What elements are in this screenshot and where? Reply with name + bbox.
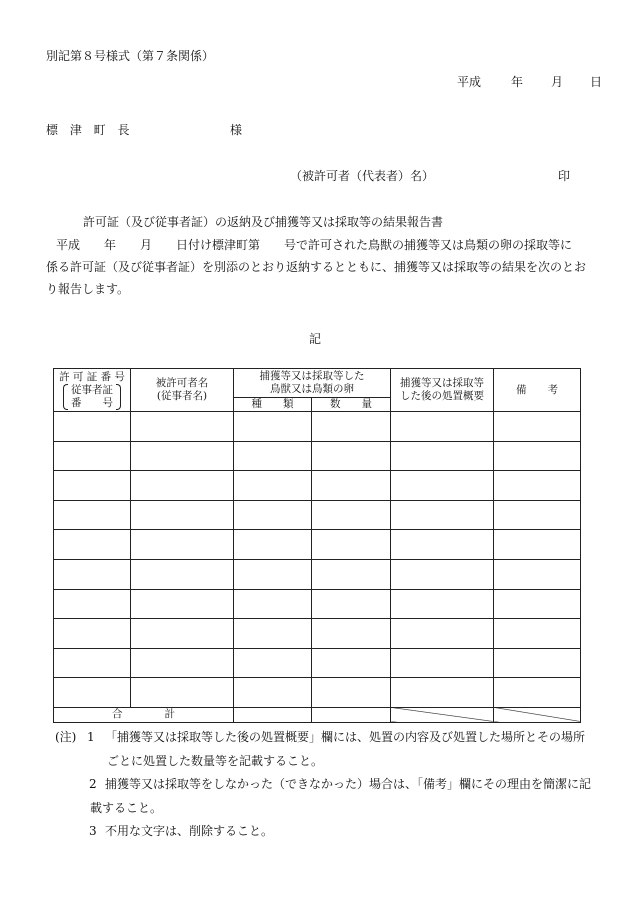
note-text: 載すること。: [90, 800, 163, 815]
permit-holder-cell[interactable]: [131, 441, 234, 471]
body-line: 平成 年 月 日付け標津町第 号で許可された鳥獣の捕獲等又は鳥類の卵の採取等に: [56, 238, 573, 252]
permit-number-cell[interactable]: [54, 530, 131, 560]
species-cell[interactable]: [234, 559, 312, 589]
remarks-cell[interactable]: [494, 619, 581, 649]
date-year: 年: [511, 75, 524, 89]
species-cell[interactable]: [234, 500, 312, 530]
permit-number-cell[interactable]: [54, 412, 131, 442]
remarks-cell[interactable]: [494, 500, 581, 530]
permit-number-cell[interactable]: [54, 471, 131, 501]
remarks-cell[interactable]: [494, 559, 581, 589]
permit-holder-cell[interactable]: [131, 500, 234, 530]
permit-holder-cell[interactable]: [131, 471, 234, 501]
disposal-cell[interactable]: [391, 678, 494, 708]
species-cell[interactable]: [234, 589, 312, 619]
disposal-cell[interactable]: [391, 589, 494, 619]
table-body: [54, 412, 581, 708]
date-day: 日: [590, 75, 603, 89]
table-row: [54, 678, 581, 708]
remarks-cell[interactable]: [494, 412, 581, 442]
note-number: 1: [87, 730, 95, 744]
permit-holder-cell[interactable]: [131, 589, 234, 619]
remarks-cell[interactable]: [494, 471, 581, 501]
header-permit-number-line1: 許 可 証 番 号: [59, 370, 125, 383]
permit-holder-cell[interactable]: [131, 678, 234, 708]
header-remarks: 備 考: [494, 369, 581, 412]
remarks-cell[interactable]: [494, 441, 581, 471]
addressee-honorific: 様: [230, 123, 243, 137]
ki-label: 記: [309, 332, 322, 346]
permit-number-cell[interactable]: [54, 441, 131, 471]
header-permit-number-line3: 番 号: [71, 396, 113, 409]
permit-number-cell[interactable]: [54, 678, 131, 708]
table-header-row: [54, 369, 581, 398]
permit-holder-cell[interactable]: [131, 530, 234, 560]
disposal-cell[interactable]: [391, 559, 494, 589]
permit-holder-cell[interactable]: [131, 648, 234, 678]
table-row: [54, 559, 581, 589]
header-quantity: 数 量: [312, 398, 391, 412]
body-text: [46, 234, 594, 300]
total-label: 合 計: [54, 707, 234, 722]
total-species-cell[interactable]: [234, 707, 312, 722]
total-remarks-cell: [494, 707, 581, 722]
header-disposal-line1: 捕獲等又は採取等: [400, 377, 484, 389]
permit-number-cell[interactable]: [54, 589, 131, 619]
species-cell[interactable]: [234, 471, 312, 501]
quantity-cell[interactable]: [312, 648, 391, 678]
date-line: [457, 73, 602, 90]
table-row: [54, 441, 581, 471]
header-permit-number: [54, 369, 131, 412]
document-title: 許可証（及び従事者証）の返納及び捕獲等又は採取等の結果報告書: [83, 215, 444, 229]
quantity-cell[interactable]: [312, 471, 391, 501]
remarks-cell[interactable]: [494, 678, 581, 708]
total-disposal-cell: [391, 707, 494, 722]
header-disposal: [391, 369, 494, 412]
note-text: ごとに処置した数量等を記載すること。: [107, 753, 324, 768]
table-row: [54, 589, 581, 619]
seal-label: 印: [558, 169, 571, 183]
quantity-cell[interactable]: [312, 530, 391, 560]
header-permit-number-line2: 従事者証: [71, 383, 113, 396]
header-disposal-line2: した後の処置概要: [400, 390, 484, 402]
species-cell[interactable]: [234, 530, 312, 560]
disposal-cell[interactable]: [391, 441, 494, 471]
body-line: 係る許可証（及び従事者証）を別添のとおり返納するとともに、捕獲等又は採取等の結果を次のとお: [46, 260, 587, 274]
disposal-cell[interactable]: [391, 619, 494, 649]
table-row: [54, 500, 581, 530]
header-captured-line2: 鳥獣又は鳥類の卵: [270, 383, 354, 395]
disposal-cell[interactable]: [391, 471, 494, 501]
quantity-cell[interactable]: [312, 412, 391, 442]
form-label: 別記第８号様式（第７条関係）: [46, 49, 215, 63]
species-cell[interactable]: [234, 441, 312, 471]
header-permit-holder: [131, 369, 234, 412]
species-cell[interactable]: [234, 648, 312, 678]
header-permit-bracket: [63, 384, 121, 410]
notes-prefix: (注): [55, 730, 77, 744]
note-number: 3: [89, 824, 97, 838]
permit-holder-cell[interactable]: [131, 619, 234, 649]
body-line: り報告します。: [46, 282, 130, 296]
quantity-cell[interactable]: [312, 678, 391, 708]
quantity-cell[interactable]: [312, 589, 391, 619]
permit-holder-cell[interactable]: [131, 412, 234, 442]
permit-number-cell[interactable]: [54, 500, 131, 530]
table-row: [54, 530, 581, 560]
header-captured-line1: 捕獲等又は採取等した: [259, 370, 365, 382]
applicant-name-label: （被許可者（代表者）名）: [290, 169, 435, 183]
permit-number-cell[interactable]: [54, 619, 131, 649]
note-text: 捕獲等又は採取等をしなかった（できなかった）場合は、「備考」欄にその理由を簡潔に記: [105, 777, 592, 791]
note-text: 不用な文字は、削除すること。: [105, 824, 274, 838]
disposal-cell[interactable]: [391, 648, 494, 678]
header-captured: [234, 369, 391, 398]
note-number: 2: [89, 777, 97, 791]
disposal-cell[interactable]: [391, 412, 494, 442]
remarks-cell[interactable]: [494, 648, 581, 678]
addressee: 標 津 町 長: [46, 123, 134, 137]
remarks-cell[interactable]: [494, 589, 581, 619]
note-text: 「捕獲等又は採取等した後の処置概要」欄には、処置の内容及び処置した場所とその場所: [105, 730, 586, 744]
quantity-cell[interactable]: [312, 500, 391, 530]
quantity-cell[interactable]: [312, 441, 391, 471]
permit-holder-cell[interactable]: [131, 559, 234, 589]
remarks-cell[interactable]: [494, 530, 581, 560]
permit-number-cell[interactable]: [54, 559, 131, 589]
total-row: [54, 707, 581, 722]
disposal-cell[interactable]: [391, 500, 494, 530]
header-permit-holder-line1: 被許可者名: [155, 377, 209, 389]
table-row: [54, 619, 581, 649]
species-cell[interactable]: [234, 619, 312, 649]
quantity-cell[interactable]: [312, 559, 391, 589]
header-species: 種 類: [234, 398, 312, 412]
header-permit-holder-line2: (従事者名): [156, 390, 208, 402]
report-table: [53, 368, 581, 723]
species-cell[interactable]: [234, 412, 312, 442]
table-row: [54, 412, 581, 442]
date-month: 月: [551, 75, 564, 89]
table-row: [54, 471, 581, 501]
permit-number-cell[interactable]: [54, 648, 131, 678]
table-row: [54, 648, 581, 678]
total-quantity-cell[interactable]: [312, 707, 391, 722]
species-cell[interactable]: [234, 678, 312, 708]
disposal-cell[interactable]: [391, 530, 494, 560]
quantity-cell[interactable]: [312, 619, 391, 649]
date-era: 平成: [457, 75, 482, 89]
